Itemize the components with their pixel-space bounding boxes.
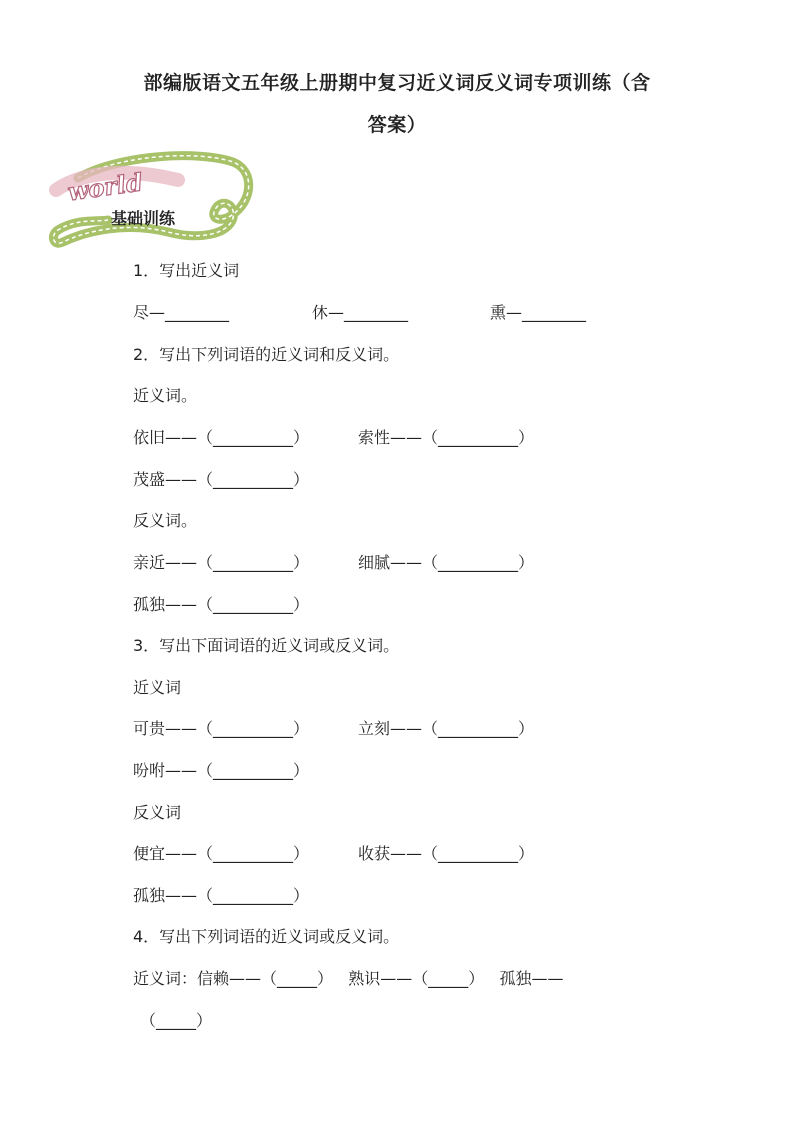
q1-item-3: 熏—________ bbox=[490, 303, 587, 322]
q3-heading: 3．写出下面词语的近义词或反义词。 bbox=[133, 636, 400, 655]
q3-ant-label: 反义词 bbox=[133, 803, 182, 822]
q4-syn-wrap: （_____） bbox=[140, 1011, 213, 1030]
section-label: 基础训练 bbox=[111, 209, 176, 228]
q3-syn-item-1: 可贵——（__________） bbox=[133, 719, 310, 738]
q4-heading: 4．写出下列词语的近义词或反义词。 bbox=[133, 927, 400, 946]
q1-item-2: 休—________ bbox=[312, 303, 409, 322]
q3-syn-label: 近义词 bbox=[133, 678, 182, 697]
world-ribbon-icon bbox=[48, 150, 258, 260]
q3-syn-item-3: 吩咐——（__________） bbox=[133, 761, 310, 780]
q3-ant-item-1: 便宜——（__________） bbox=[133, 844, 310, 863]
q2-ant-label: 反义词。 bbox=[133, 511, 198, 530]
q2-ant-item-1: 亲近——（__________） bbox=[133, 553, 310, 572]
q2-ant-item-3: 孤独——（__________） bbox=[133, 595, 310, 614]
q2-syn-item-1: 依旧——（__________） bbox=[133, 428, 310, 447]
document-title-line-2: 答案） bbox=[367, 114, 427, 136]
q3-syn-item-2: 立刻——（__________） bbox=[358, 719, 535, 738]
q2-ant-item-2: 细腻——（__________） bbox=[358, 553, 535, 572]
q2-syn-item-2: 索性——（__________） bbox=[358, 428, 535, 447]
badge-word: world bbox=[65, 167, 145, 207]
document-title-line-1: 部编版语文五年级上册期中复习近义词反义词专项训练（含 bbox=[143, 72, 651, 94]
q4-syn-line: 近义词：信赖——（_____） 熟识——（_____） 孤独—— bbox=[133, 969, 564, 988]
q1-item-1: 尽—________ bbox=[133, 303, 230, 322]
q1-heading: 1．写出近义词 bbox=[133, 261, 240, 280]
q2-heading: 2．写出下列词语的近义词和反义词。 bbox=[133, 345, 400, 364]
q3-ant-item-3: 孤独——（__________） bbox=[133, 886, 310, 905]
q3-ant-item-2: 收获——（__________） bbox=[358, 844, 535, 863]
q2-syn-item-3: 茂盛——（__________） bbox=[133, 470, 310, 489]
q2-syn-label: 近义词。 bbox=[133, 386, 198, 405]
